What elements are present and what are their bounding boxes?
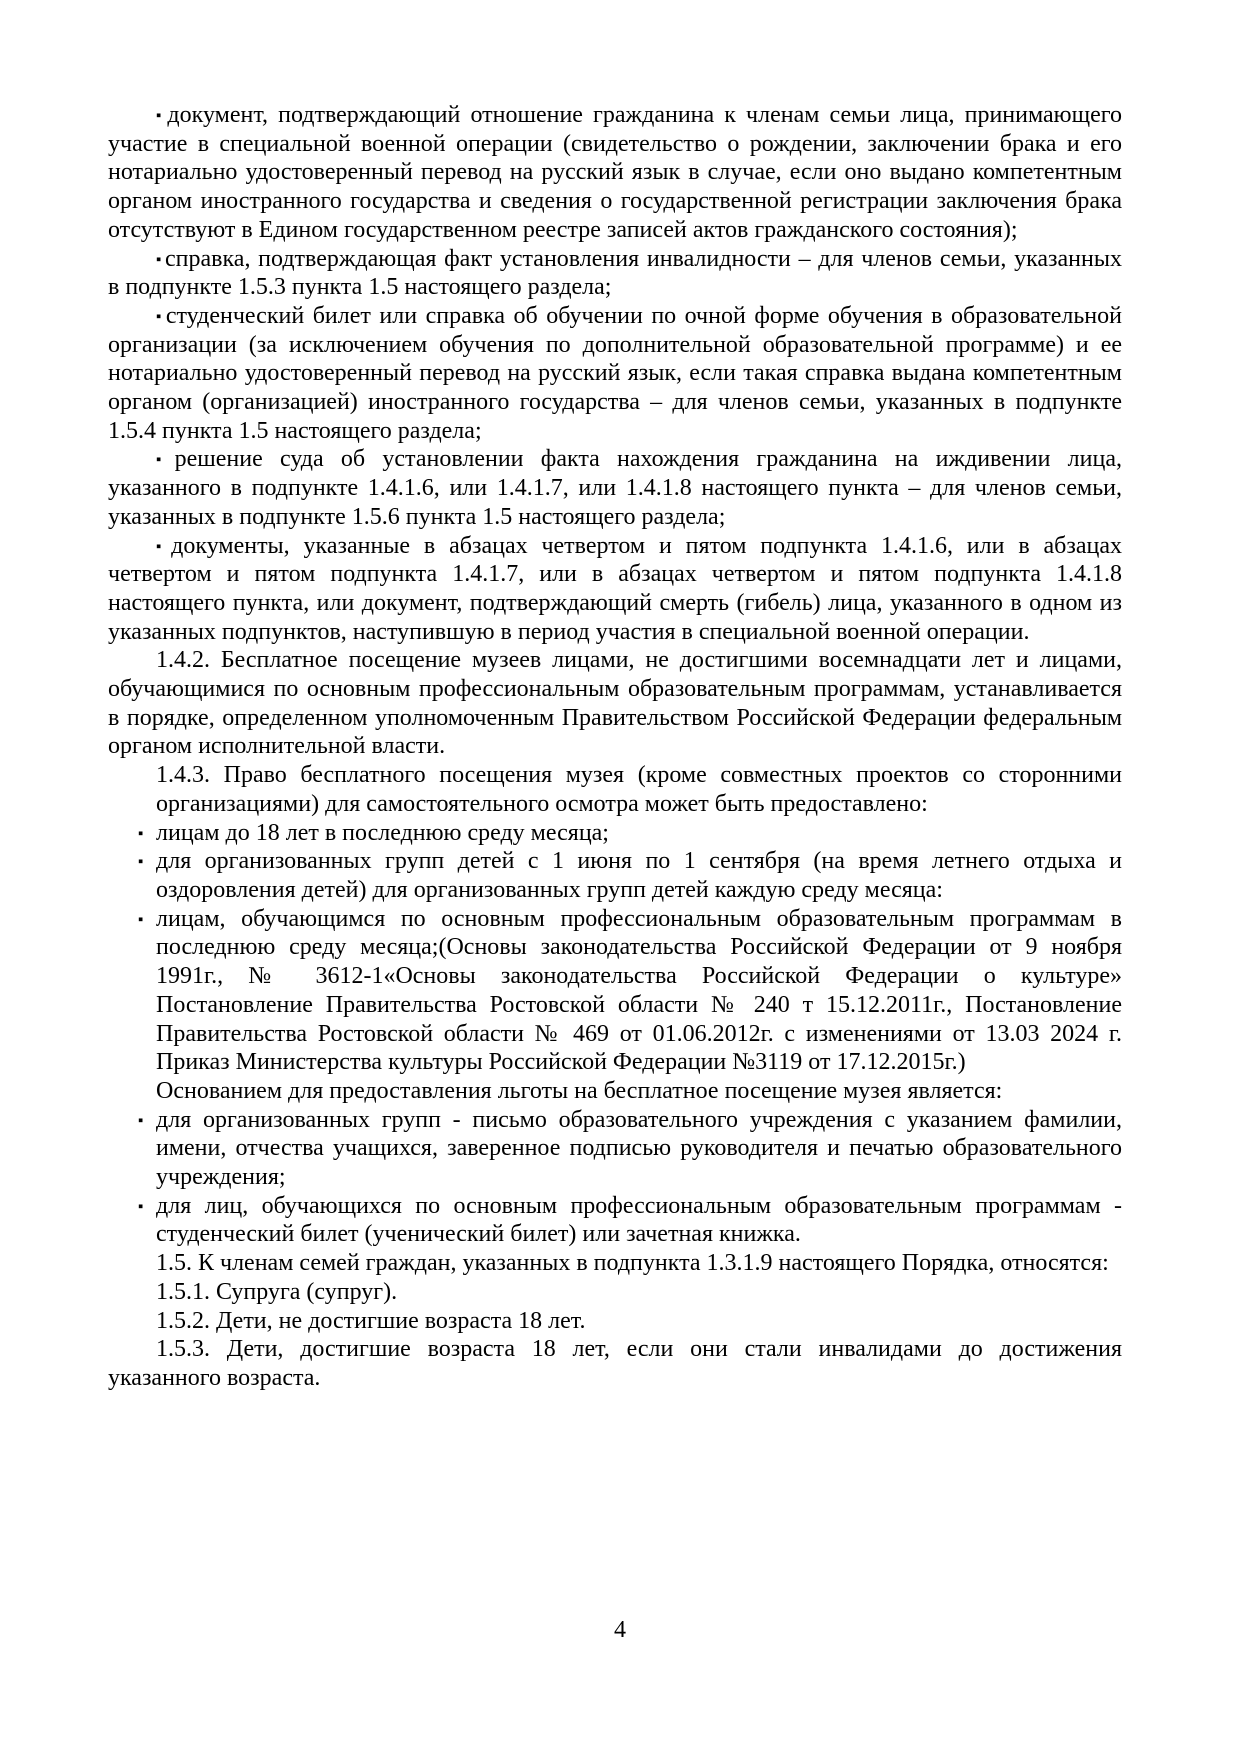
square-bullet-icon: ▪ <box>156 452 173 469</box>
square-bullet-icon: ▪ <box>138 1112 144 1129</box>
paragraph-1-5-2: 1.5.2. Дети, не достигшие возраста 18 лет. <box>156 1307 586 1334</box>
paragraph-text: справка, подтверждающая факт установления инвалидности – для членов семьи, указанных в подпункте 1.5.3 пункта 1.5 настоящего раздела; <box>108 245 1122 301</box>
square-bullet-icon: ▪ <box>156 538 170 555</box>
list-item-text: лицам, обучающимся по основным профессиональным образовательным программам в последнюю среду месяца;(Основы законодательства Российской Федерации от 9 ноября 1991г., № 3612-1«Основы законодательства Российской Федерации о культуре» Постановление Правительства Ростовской области № 240 т 15.12.2011г., Постановление Правительства Ростовской области № 469 от 01.06.2012г. с изменениями от 13.03 2024 г. Приказ Министерства культуры Российской Федерации №3119 от 17.12.2015г.) <box>156 905 1122 1076</box>
square-bullet-icon: ▪ <box>156 108 166 124</box>
bullet-paragraph-student-card <box>108 302 1122 446</box>
document-body <box>108 101 1122 1393</box>
paragraph-text: студенческий билет или справка об обучении по очной форме обучения в образовательной организации (за исключением обучения по дополнительной образовательной программе) и ее нотариально удостоверенный перевод на русский язык, если такая справка выдана компетентным органом (организацией) иностранного государства – для членов семьи, указанных в подпункте 1.5.4 пункта 1.5 настоящего раздела; <box>108 302 1122 444</box>
bullet-paragraph-court-decision <box>108 445 1122 531</box>
square-bullet-icon: ▪ <box>156 308 164 325</box>
paragraph-1-5-1: 1.5.1. Супруга (супруг). <box>156 1278 398 1305</box>
paragraph-text: документы, указанные в абзацах четвертом и пятом подпункта 1.4.1.6, или в абзацах четвертом и пятом подпункта 1.4.1.7, или в абзацах четвертом и пятом подпункта 1.4.1.8 настоящего пункта, или документ, подтверждающий смерть (гибель) лица, указанного в одном из указанных подпунктов, наступившую в период участия в специальной военной операции. <box>108 532 1122 645</box>
bullet-paragraph-document <box>108 101 1122 245</box>
list-item-text: для организованных групп - письмо образовательного учреждения с указанием фамилии, имени, отчества учащихся, заверенное подписью руководителя и печатью образовательного учреждения; <box>156 1106 1122 1191</box>
bullet-paragraph-spravka <box>108 245 1122 302</box>
square-bullet-icon: ▪ <box>138 1198 144 1215</box>
list-item <box>108 905 1122 1077</box>
list-item-text: лицам до 18 лет в последнюю среду месяца; <box>156 819 609 846</box>
list-item <box>108 1106 1122 1192</box>
list-item-text: для лиц, обучающихся по основным профессиональным образовательным программам - студенческий билет (ученический билет) или зачетная книжка. <box>156 1192 1122 1248</box>
list-item <box>108 1192 1122 1249</box>
basis-intro: Основанием для предоставления льготы на бесплатное посещение музея является: <box>156 1077 1003 1104</box>
bullet-paragraph-documents <box>108 532 1122 647</box>
paragraph-1-4-3: 1.4.3. Право бесплатного посещения музея (кроме совместных проектов со сторонними организациями) для самостоятельного осмотра может быть предоставлено: <box>156 762 1122 817</box>
paragraph-text: решение суда об установлении факта нахождения гражданина на иждивении лица, указанного в подпункте 1.4.1.6, или 1.4.1.7, или 1.4.1.8 настоящего пункта – для членов семьи, указанных в подпункте 1.5.6 пункта 1.5 настоящего раздела; <box>108 446 1123 530</box>
square-bullet-icon: ▪ <box>156 251 164 268</box>
list-item-text: для организованных групп детей с 1 июня по 1 сентября (на время летнего отдыха и оздоровления детей) для организованных групп детей каждую среду месяца: <box>156 848 1122 903</box>
square-bullet-icon: ▪ <box>138 911 144 928</box>
list-item <box>108 847 1122 904</box>
square-bullet-icon: ▪ <box>138 825 144 842</box>
paragraph-1-5-3: 1.5.3. Дети, достигшие возраста 18 лет, если они стали инвалидами до достижения указанного возраста. <box>108 1336 1122 1391</box>
paragraph-1-4-2: 1.4.2. Бесплатное посещение музеев лицами, не достигшими восемнадцати лет и лицами, обучающимися по основным профессиональным образовательным программам, устанавливается в порядке, определенном уполномоченным Правительством Российской Федерации федеральным органом исполнительной власти. <box>108 647 1122 760</box>
list-item <box>108 819 1122 848</box>
paragraph-text: документ, подтверждающий отношение гражданина к членам семьи лица, принимающего участие в специальной военной операции (свидетельство о рождении, заключении брака и его нотариально удостоверенный перевод на русский язык в случае, если оно выдано компетентным органом иностранного государства и сведения о государственной регистрации заключения брака отсутствуют в Едином государственном реестре записей актов гражданского состояния); <box>108 102 1122 243</box>
paragraph-1-5: 1.5. К членам семей граждан, указанных в подпункта 1.3.1.9 настоящего Порядка, относятся: <box>156 1250 1109 1277</box>
square-bullet-icon: ▪ <box>138 854 144 871</box>
page-number: 4 <box>614 1617 626 1643</box>
